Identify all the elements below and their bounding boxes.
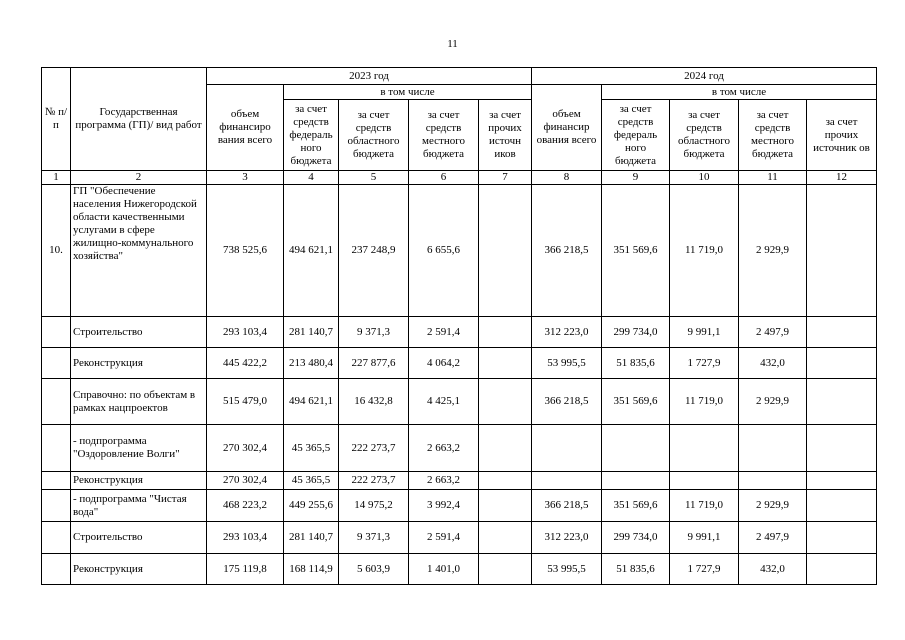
row-value: 366 218,5 bbox=[532, 185, 602, 317]
table-row bbox=[42, 317, 877, 348]
row-name: Реконструкция bbox=[71, 348, 207, 379]
column-numbers-row bbox=[42, 171, 877, 185]
row-value bbox=[807, 379, 877, 425]
row-value bbox=[479, 554, 532, 585]
row-value: 51 835,6 bbox=[602, 554, 670, 585]
row-value bbox=[479, 425, 532, 472]
col-number: 7 bbox=[479, 171, 532, 185]
row-value: 299 734,0 bbox=[602, 317, 670, 348]
row-number bbox=[42, 348, 71, 379]
row-name: Строительство bbox=[71, 317, 207, 348]
row-value: 16 432,8 bbox=[339, 379, 409, 425]
col-number: 5 bbox=[339, 171, 409, 185]
header-total-2023: объем финансиро вания всего bbox=[207, 85, 284, 171]
header-regional-2023: за счет средств областного бюджета bbox=[339, 100, 409, 171]
table-row bbox=[42, 379, 877, 425]
row-value: 2 929,9 bbox=[739, 379, 807, 425]
row-value bbox=[602, 425, 670, 472]
row-value: 237 248,9 bbox=[339, 185, 409, 317]
header-year-2023: 2023 год bbox=[207, 68, 532, 85]
col-number: 10 bbox=[670, 171, 739, 185]
row-value: 351 569,6 bbox=[602, 185, 670, 317]
row-value: 9 371,3 bbox=[339, 522, 409, 554]
row-value: 494 621,1 bbox=[284, 185, 339, 317]
row-value: 494 621,1 bbox=[284, 379, 339, 425]
row-value: 270 302,4 bbox=[207, 472, 284, 490]
row-value: 293 103,4 bbox=[207, 317, 284, 348]
row-value: 9 371,3 bbox=[339, 317, 409, 348]
col-number: 8 bbox=[532, 171, 602, 185]
row-value: 432,0 bbox=[739, 348, 807, 379]
row-value: 366 218,5 bbox=[532, 379, 602, 425]
row-value: 51 835,6 bbox=[602, 348, 670, 379]
row-value: 2 929,9 bbox=[739, 490, 807, 522]
row-value: 1 401,0 bbox=[409, 554, 479, 585]
row-value: 3 992,4 bbox=[409, 490, 479, 522]
table-row bbox=[42, 522, 877, 554]
row-value: 312 223,0 bbox=[532, 522, 602, 554]
row-value bbox=[670, 472, 739, 490]
row-number bbox=[42, 522, 71, 554]
row-value: 14 975,2 bbox=[339, 490, 409, 522]
row-value: 4 064,2 bbox=[409, 348, 479, 379]
row-number bbox=[42, 379, 71, 425]
row-value bbox=[807, 317, 877, 348]
table-row bbox=[42, 425, 877, 472]
row-number bbox=[42, 554, 71, 585]
header-regional-2024: за счет средств областного бюджета bbox=[670, 100, 739, 171]
row-name: Строительство bbox=[71, 522, 207, 554]
row-value: 2 497,9 bbox=[739, 317, 807, 348]
header-other-2024: за счет прочих источник ов bbox=[807, 100, 877, 171]
row-value bbox=[479, 317, 532, 348]
table-body bbox=[42, 185, 877, 585]
header-local-2024: за счет средств местного бюджета bbox=[739, 100, 807, 171]
row-value: 281 140,7 bbox=[284, 317, 339, 348]
row-value: 53 995,5 bbox=[532, 554, 602, 585]
row-value bbox=[532, 472, 602, 490]
row-value bbox=[807, 185, 877, 317]
row-value: 2 663,2 bbox=[409, 472, 479, 490]
row-value: 351 569,6 bbox=[602, 379, 670, 425]
row-name: Реконструкция bbox=[71, 472, 207, 490]
row-value: 738 525,6 bbox=[207, 185, 284, 317]
header-including-2023: в том числе bbox=[284, 85, 532, 100]
header-total-2024: объем финансир ования всего bbox=[532, 85, 602, 171]
row-value: 515 479,0 bbox=[207, 379, 284, 425]
row-value: 293 103,4 bbox=[207, 522, 284, 554]
row-value: 9 991,1 bbox=[670, 522, 739, 554]
row-value: 281 140,7 bbox=[284, 522, 339, 554]
row-value bbox=[479, 472, 532, 490]
row-name: Справочно: по объектам в рамках нацпроектов bbox=[71, 379, 207, 425]
row-value: 168 114,9 bbox=[284, 554, 339, 585]
row-value: 222 273,7 bbox=[339, 472, 409, 490]
row-value bbox=[739, 425, 807, 472]
row-value: 11 719,0 bbox=[670, 379, 739, 425]
row-value bbox=[807, 425, 877, 472]
col-number: 1 bbox=[42, 171, 71, 185]
header-local-2023: за счет средств местного бюджета bbox=[409, 100, 479, 171]
row-value: 11 719,0 bbox=[670, 490, 739, 522]
row-value: 445 422,2 bbox=[207, 348, 284, 379]
row-number: 10. bbox=[42, 185, 71, 317]
row-number bbox=[42, 472, 71, 490]
row-value: 2 497,9 bbox=[739, 522, 807, 554]
table-row bbox=[42, 554, 877, 585]
row-value: 2 591,4 bbox=[409, 522, 479, 554]
row-value: 227 877,6 bbox=[339, 348, 409, 379]
header-federal-2023: за счет средств федераль ного бюджета bbox=[284, 100, 339, 171]
row-value bbox=[479, 490, 532, 522]
row-value: 11 719,0 bbox=[670, 185, 739, 317]
header-including-2024: в том числе bbox=[602, 85, 877, 100]
row-name: ГП "Обеспечение населения Нижегородской области качественными услугами в сфере жилищно-коммунального хозяйства" bbox=[71, 185, 207, 317]
row-value: 5 603,9 bbox=[339, 554, 409, 585]
table-row bbox=[42, 348, 877, 379]
row-value bbox=[807, 348, 877, 379]
row-value: 312 223,0 bbox=[532, 317, 602, 348]
row-value bbox=[479, 522, 532, 554]
row-value bbox=[807, 490, 877, 522]
header-num: № п/п bbox=[42, 68, 71, 171]
col-number: 9 bbox=[602, 171, 670, 185]
row-value: 1 727,9 bbox=[670, 348, 739, 379]
col-number: 12 bbox=[807, 171, 877, 185]
row-value: 2 929,9 bbox=[739, 185, 807, 317]
row-value bbox=[670, 425, 739, 472]
row-value bbox=[807, 554, 877, 585]
row-value: 2 663,2 bbox=[409, 425, 479, 472]
row-name: - подпрограмма "Оздоровление Волги" bbox=[71, 425, 207, 472]
row-value bbox=[739, 472, 807, 490]
row-value: 366 218,5 bbox=[532, 490, 602, 522]
row-value: 45 365,5 bbox=[284, 425, 339, 472]
row-value: 213 480,4 bbox=[284, 348, 339, 379]
row-number bbox=[42, 317, 71, 348]
row-value: 432,0 bbox=[739, 554, 807, 585]
row-value: 9 991,1 bbox=[670, 317, 739, 348]
col-number: 4 bbox=[284, 171, 339, 185]
row-value bbox=[602, 472, 670, 490]
row-name: Реконструкция bbox=[71, 554, 207, 585]
row-value bbox=[479, 379, 532, 425]
row-value: 1 727,9 bbox=[670, 554, 739, 585]
header-program: Государственная программа (ГП)/ вид работ bbox=[71, 68, 207, 171]
row-value: 449 255,6 bbox=[284, 490, 339, 522]
col-number: 6 bbox=[409, 171, 479, 185]
col-number: 11 bbox=[739, 171, 807, 185]
table-row bbox=[42, 490, 877, 522]
row-value: 222 273,7 bbox=[339, 425, 409, 472]
table-header bbox=[42, 68, 877, 185]
row-number bbox=[42, 425, 71, 472]
row-value: 2 591,4 bbox=[409, 317, 479, 348]
budget-table bbox=[41, 67, 877, 585]
header-other-2023: за счет прочих источн иков bbox=[479, 100, 532, 171]
table-row bbox=[42, 472, 877, 490]
table-row bbox=[42, 185, 877, 317]
row-number bbox=[42, 490, 71, 522]
row-value: 299 734,0 bbox=[602, 522, 670, 554]
row-value bbox=[807, 472, 877, 490]
row-value: 45 365,5 bbox=[284, 472, 339, 490]
header-federal-2024: за счет средств федераль ного бюджета bbox=[602, 100, 670, 171]
row-value: 270 302,4 bbox=[207, 425, 284, 472]
row-name: - подпрограмма "Чистая вода" bbox=[71, 490, 207, 522]
row-value bbox=[479, 185, 532, 317]
header-year-2024: 2024 год bbox=[532, 68, 877, 85]
row-value bbox=[532, 425, 602, 472]
row-value bbox=[807, 522, 877, 554]
row-value: 6 655,6 bbox=[409, 185, 479, 317]
row-value bbox=[479, 348, 532, 379]
row-value: 468 223,2 bbox=[207, 490, 284, 522]
page-number: 11 bbox=[447, 38, 458, 50]
row-value: 351 569,6 bbox=[602, 490, 670, 522]
row-value: 175 119,8 bbox=[207, 554, 284, 585]
col-number: 3 bbox=[207, 171, 284, 185]
row-value: 53 995,5 bbox=[532, 348, 602, 379]
col-number: 2 bbox=[71, 171, 207, 185]
row-value: 4 425,1 bbox=[409, 379, 479, 425]
